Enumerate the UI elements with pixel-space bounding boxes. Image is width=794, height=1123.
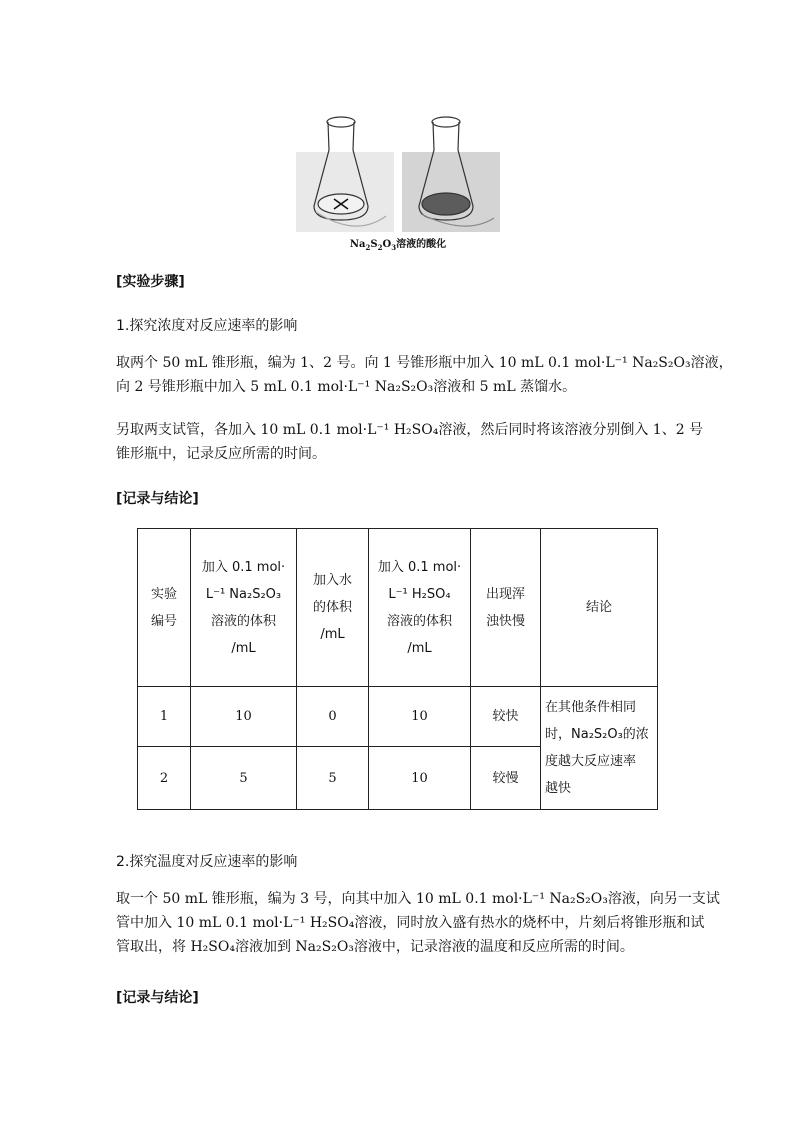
cell-h2so4-volume: 10	[369, 687, 471, 747]
cell-h2so4-volume: 10	[369, 747, 471, 810]
cell-turbidity-speed: 较慢	[471, 747, 541, 810]
record-heading-2: [记录与结论]	[116, 990, 199, 1006]
cell-na2s2o3-volume: 5	[191, 747, 297, 810]
cell-number: 1	[138, 687, 191, 747]
section1-paragraph2: 另取两支试管，各加入 10 mL 0.1 mol·L⁻¹ H₂SO₄溶液，然后同时将该溶液分别倒入 1、2 号 锥形瓶中，记录反应所需的时间。	[116, 422, 704, 462]
table-row	[138, 687, 658, 747]
flask-photo	[296, 108, 500, 233]
header-water-volume: 加入水 的体积 /mL	[297, 529, 369, 687]
section1-title: 1.探究浓度对反应速率的影响	[116, 318, 298, 334]
cell-water-volume: 0	[297, 687, 369, 747]
results-table	[137, 528, 658, 810]
section2-title: 2.探究温度对反应速率的影响	[116, 854, 298, 870]
section2-paragraph: 取一个 50 mL 锥形瓶，编为 3 号，向其中加入 10 mL 0.1 mol·L⁻¹ Na₂S₂O₃溶液，向另一支试 管中加入 10 mL 0.1 mol·L⁻¹ H₂SO₄溶液，同时放入盛有热水的烧杯中，片刻后将锥形瓶和试 管取出，将 H₂SO₄溶液加到 Na₂S₂O₃溶液中，记录溶液的温度和反应所需的时间。	[116, 891, 720, 955]
steps-heading: [实验步骤]	[116, 274, 185, 290]
header-turbidity-speed: 出现浑 浊快慢	[471, 529, 541, 687]
figure-caption: $Na_2S_2O_3$溶液的酸化	[349, 239, 447, 252]
cell-na2s2o3-volume: 10	[191, 687, 297, 747]
table-header-row	[138, 529, 658, 687]
cell-turbidity-speed: 较快	[471, 687, 541, 747]
cell-number: 2	[138, 747, 191, 810]
header-experiment-number: 实验 编号	[138, 529, 191, 687]
header-h2so4-volume: 加入 0.1 mol· L⁻¹ H₂SO₄ 溶液的体积 /mL	[369, 529, 471, 687]
record-heading-1: [记录与结论]	[116, 491, 199, 507]
flask-figure	[296, 108, 500, 253]
cell-conclusion: 在其他条件相同 时，Na₂S₂O₃的浓 度越大反应速率 越快	[541, 687, 658, 810]
header-na2s2o3-volume: 加入 0.1 mol· L⁻¹ Na₂S₂O₃ 溶液的体积 /mL	[191, 529, 297, 687]
section1-paragraph1: 取两个 50 mL 锥形瓶，编为 1、2 号。向 1 号锥形瓶中加入 10 mL 0.1 mol·L⁻¹ Na₂S₂O₃溶液， 向 2 号锥形瓶中加入 5 mL 0.1 mol·L⁻¹ Na₂S₂O₃溶液和 5 mL 蒸馏水。	[116, 355, 733, 395]
cell-water-volume: 5	[297, 747, 369, 810]
header-conclusion: 结论	[541, 529, 658, 687]
